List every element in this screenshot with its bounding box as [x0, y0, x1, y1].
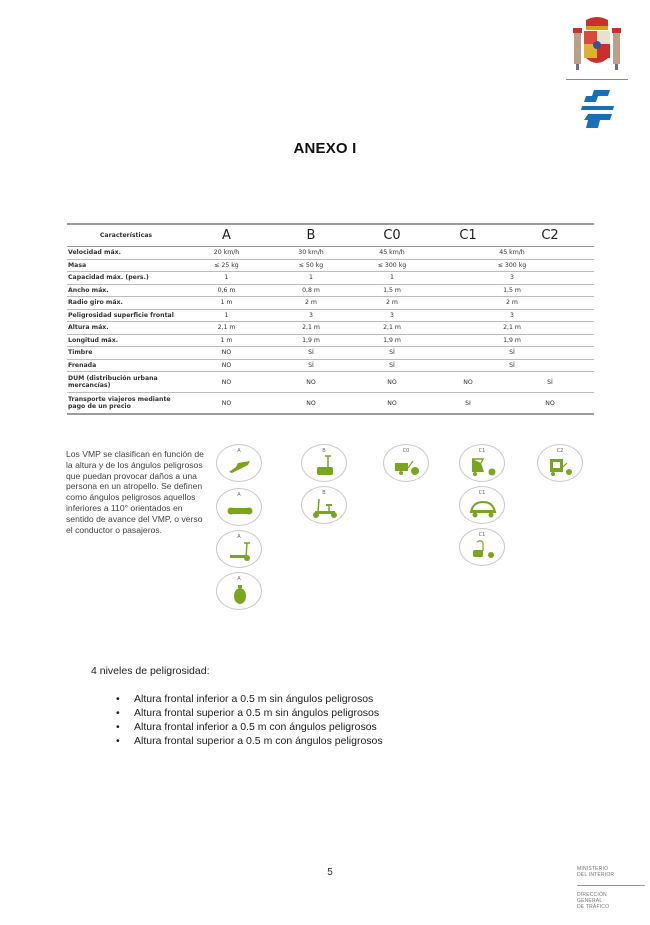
dgt-line: GENERAL: [577, 898, 603, 904]
cell: ≤ 300 kg: [354, 259, 430, 272]
cell: 1,9 m: [430, 334, 594, 347]
cell: SÍ: [506, 372, 594, 393]
cell: 3: [354, 309, 430, 322]
dgt-label: [577, 892, 609, 910]
table-row: [67, 372, 594, 393]
cell: NO: [430, 372, 506, 393]
column-header: C2: [506, 224, 594, 247]
cell: 2,1 m: [430, 322, 594, 335]
cell: NO: [354, 372, 430, 393]
column-header: A: [185, 224, 268, 247]
cell: ≤ 25 kg: [185, 259, 268, 272]
cell: NO: [185, 372, 268, 393]
cell: 1: [354, 272, 430, 285]
vmp-icon-b-seated-scooter: B: [301, 486, 347, 524]
row-label: Altura máx.: [67, 322, 185, 335]
ministry-line: DEL INTERIOR: [577, 872, 615, 878]
cell: 3: [430, 272, 594, 285]
cell: NO: [185, 347, 268, 360]
footer-divider: [577, 885, 645, 886]
danger-levels-heading: 4 niveles de peligrosidad:: [91, 665, 210, 677]
cell: 2 m: [268, 297, 354, 310]
cell: 2 m: [430, 297, 594, 310]
column-header: C1: [430, 224, 506, 247]
cell: 2,1 m: [185, 322, 268, 335]
table-row: [67, 322, 594, 335]
table-row: [67, 284, 594, 297]
list-item: • Altura frontal inferior a 0.5 m sin ángulos peligrosos: [116, 692, 383, 706]
page-number: 5: [327, 867, 333, 878]
cell: ≤ 300 kg: [430, 259, 594, 272]
row-label: Peligrosidad superficie frontal: [67, 309, 185, 322]
cell: SÍ: [430, 347, 594, 360]
cargo-trike-icon: [393, 455, 421, 477]
segway-icon: [311, 455, 339, 477]
cell: 0,6 m: [185, 284, 268, 297]
vmp-characteristics-table: [67, 223, 594, 415]
row-label: Velocidad máx.: [67, 247, 185, 260]
cell: 2,1 m: [354, 322, 430, 335]
cell: 1: [185, 272, 268, 285]
cell: 1,5 m: [354, 284, 430, 297]
cell: SÍ: [354, 359, 430, 372]
cell: 1: [268, 272, 354, 285]
cell: SÍ: [268, 347, 354, 360]
cell: 20 km/h: [185, 247, 268, 260]
vmp-icon-a-monowheel-skate: A: [216, 444, 262, 482]
table-header-row: [67, 224, 594, 247]
ministry-label: [577, 866, 614, 878]
seated-trike-icon: [469, 539, 497, 561]
seated-scooter-icon: [311, 497, 339, 519]
row-label: Longitud máx.: [67, 334, 185, 347]
header-divider: [566, 79, 628, 80]
dgt-line: DE TRÁFICO: [577, 904, 610, 910]
monowheel-icon: [226, 583, 254, 605]
kick-scooter-icon: [226, 541, 254, 563]
table-row: [67, 334, 594, 347]
hoverboard-icon: [226, 499, 254, 521]
cell: NO: [185, 359, 268, 372]
cell: NO: [185, 393, 268, 415]
cell: ≤ 50 kg: [268, 259, 354, 272]
row-label: Masa: [67, 259, 185, 272]
vmp-icon-c1-tuk-tuk: C1: [459, 486, 505, 524]
vmp-classification-description: Los VMP se clasifican en función de la altura y de los ángulos peligrosos que puedan provocar daños a una persona en un atropello. Se definen como ángulos peligrosos aquellos inferiores a 110° orientados en sentido de avance del VMP, o verso el conductor o pasajeros.: [66, 449, 204, 535]
cell: SÍ: [430, 359, 594, 372]
cell: 3: [268, 309, 354, 322]
vmp-icon-a-kick-scooter: A: [216, 530, 262, 568]
tuk-tuk-icon: [469, 497, 497, 519]
dgt-line: DIRECCIÓN: [577, 892, 607, 898]
cell: 1,5 m: [430, 284, 594, 297]
table-row: [67, 272, 594, 285]
cell: NO: [268, 393, 354, 415]
cell: NO: [354, 393, 430, 415]
cell: 1 m: [185, 297, 268, 310]
table-row: [67, 297, 594, 310]
cargo-van-trike-icon: [547, 455, 575, 477]
monowheel-skate-icon: [226, 455, 254, 477]
table-row: [67, 259, 594, 272]
table-row: [67, 359, 594, 372]
table-row: [67, 393, 594, 415]
list-item: • Altura frontal superior a 0.5 m sin ángulos peligrosos: [116, 706, 383, 720]
vmp-icon-c1-seated-trike: C1: [459, 528, 505, 566]
column-header: B: [268, 224, 354, 247]
cell: SÍ: [268, 359, 354, 372]
list-item: • Altura frontal inferior a 0.5 m con ángulos peligrosos: [116, 720, 383, 734]
page-title: ANEXO I: [293, 140, 357, 157]
cell: NO: [506, 393, 594, 415]
row-label: DUM (distribución urbana mercancías): [67, 372, 185, 393]
cell: SÍ: [354, 347, 430, 360]
table-row: [67, 247, 594, 260]
cell: 1: [185, 309, 268, 322]
row-label: Frenada: [67, 359, 185, 372]
cell: 1 m: [185, 334, 268, 347]
cell: 2,1 m: [268, 322, 354, 335]
cell: 2 m: [354, 297, 430, 310]
row-label: Transporte viajeros mediante pago de un precio: [67, 393, 185, 415]
column-header: Características: [67, 224, 185, 247]
cell: 0,8 m: [268, 284, 354, 297]
cell: 3: [430, 309, 594, 322]
cell: 45 km/h: [354, 247, 430, 260]
cell: SI: [430, 393, 506, 415]
cell: 1,9 m: [354, 334, 430, 347]
row-label: Radio giro máx.: [67, 297, 185, 310]
table-row: [67, 347, 594, 360]
vmp-icon-c1-pedicab: C1: [459, 444, 505, 482]
vmp-icon-c2-cargo-van-trike: C2: [537, 444, 583, 482]
ministry-line: MINISTERIO: [577, 866, 609, 872]
list-item: • Altura frontal superior a 0.5 m con ángulos peligrosos: [116, 734, 383, 748]
pedicab-icon: [469, 455, 497, 477]
vmp-icon-a-hoverboard: A: [216, 488, 262, 526]
cell: 1,9 m: [268, 334, 354, 347]
row-label: Ancho máx.: [67, 284, 185, 297]
spain-coat-of-arms-icon: [572, 14, 622, 74]
dgt-logo-icon: [580, 88, 616, 130]
table-row: [67, 309, 594, 322]
row-label: Timbre: [67, 347, 185, 360]
vmp-icon-a-monowheel: A: [216, 572, 262, 610]
vmp-icon-c0-cargo-trike: C0: [383, 444, 429, 482]
cell: NO: [268, 372, 354, 393]
cell: 30 km/h: [268, 247, 354, 260]
danger-levels-list: [116, 692, 383, 748]
cell: 45 km/h: [430, 247, 594, 260]
row-label: Capacidad máx. (pers.): [67, 272, 185, 285]
vmp-icon-b-segway: B: [301, 444, 347, 482]
column-header: C0: [354, 224, 430, 247]
